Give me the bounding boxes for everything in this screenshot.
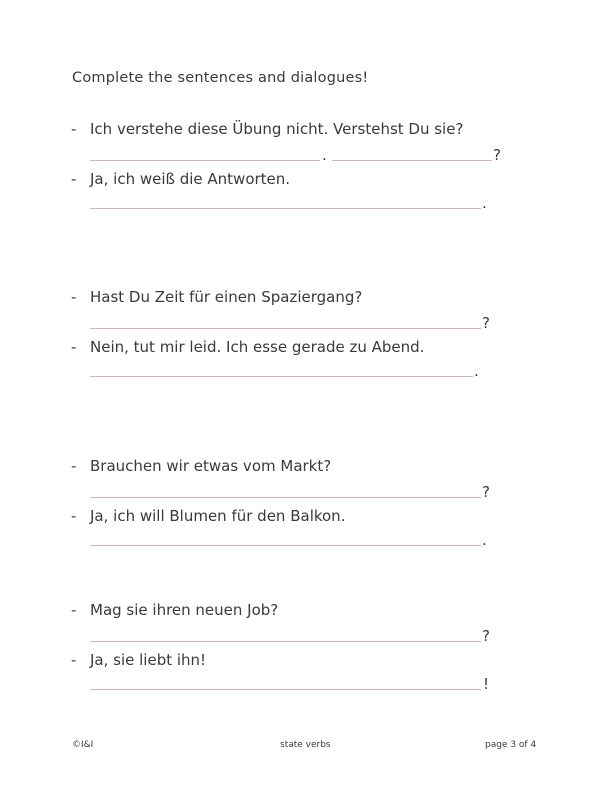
- page-number: page 3 of 4: [485, 740, 537, 750]
- reply-sentence: Nein, tut mir leid. Ich esse gerade zu Abend.: [90, 338, 425, 356]
- blank-punctuation: ?: [493, 146, 501, 164]
- dialogue-dash: -: [71, 507, 77, 525]
- dialogue-dash: -: [71, 651, 77, 669]
- reply-sentence: Ja, ich will Blumen für den Balkon.: [90, 507, 346, 525]
- answer-blank[interactable]: [90, 641, 481, 642]
- answer-blank[interactable]: [90, 160, 320, 161]
- blank-punctuation: .: [474, 362, 479, 380]
- blank-punctuation: .: [482, 194, 487, 212]
- prompt-sentence: Brauchen wir etwas vom Markt?: [90, 457, 332, 475]
- answer-blank[interactable]: [90, 208, 481, 209]
- answer-blank[interactable]: [90, 376, 473, 377]
- dialogue-dash: -: [71, 457, 77, 475]
- dialogue-dash: -: [71, 338, 77, 356]
- reply-sentence: Ja, ich weiß die Antworten.: [90, 170, 291, 188]
- topic-label: state verbs: [280, 740, 331, 750]
- blank-punctuation: ?: [482, 483, 490, 501]
- blank-punctuation: .: [482, 531, 487, 549]
- prompt-sentence: Mag sie ihren neuen Job?: [90, 601, 279, 619]
- blank-punctuation: .: [322, 146, 327, 164]
- answer-blank[interactable]: [90, 497, 481, 498]
- answer-blank[interactable]: [90, 689, 481, 690]
- prompt-sentence: Ich verstehe diese Übung nicht. Verstehst Du sie?: [90, 120, 464, 138]
- answer-blank[interactable]: [90, 328, 481, 329]
- blank-punctuation: !: [483, 675, 490, 693]
- dialogue-dash: -: [71, 288, 77, 306]
- answer-blank[interactable]: [90, 545, 481, 546]
- blank-punctuation: ?: [482, 627, 490, 645]
- dialogue-dash: -: [71, 120, 77, 138]
- prompt-sentence: Hast Du Zeit für einen Spaziergang?: [90, 288, 363, 306]
- dialogue-dash: -: [71, 601, 77, 619]
- blank-punctuation: ?: [482, 314, 490, 332]
- reply-sentence: Ja, sie liebt ihn!: [90, 651, 207, 669]
- copyright-label: ©I&I: [72, 740, 94, 750]
- dialogue-dash: -: [71, 170, 77, 188]
- answer-blank[interactable]: [332, 160, 492, 161]
- instructions-title: Complete the sentences and dialogues!: [72, 70, 369, 86]
